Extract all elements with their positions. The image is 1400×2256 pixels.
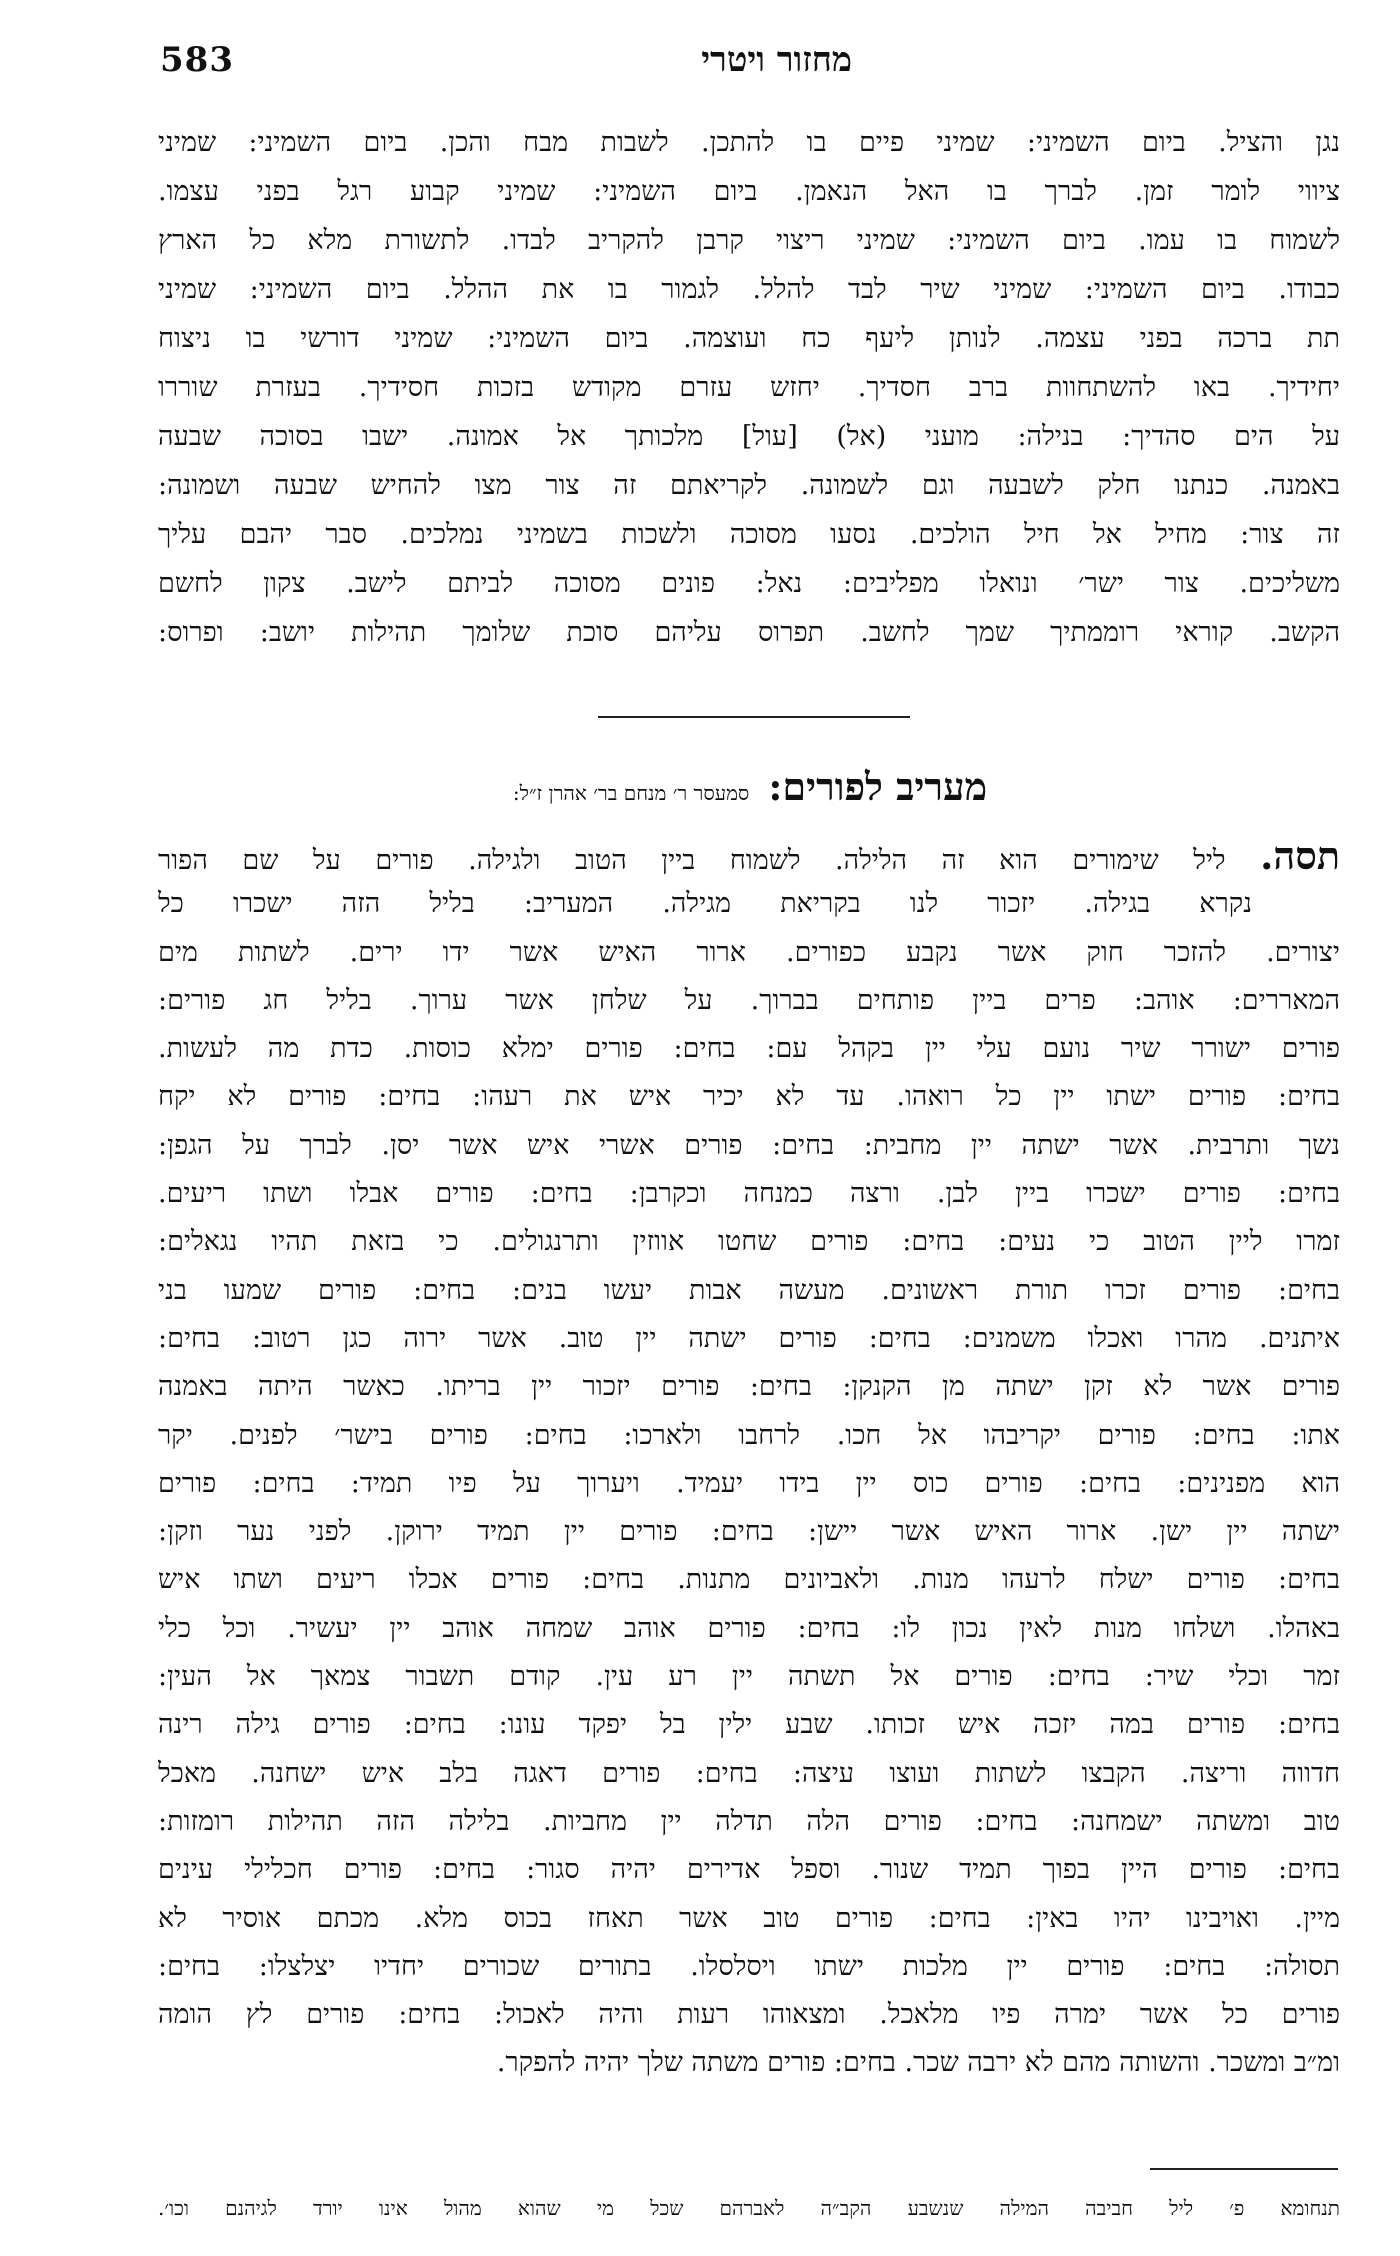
text-line: בחים: פורים במה יזכה איש זכותו. שבע ילין בל יפקד עונו: בחים: פורים גילה רינה: [158, 1709, 1340, 1741]
text-line: בחים: פורים ישכרו ביין לבן. ורצה כמנחה וכקרבן: בחים: פורים אבלו ושתו ריעים.: [158, 1178, 1340, 1210]
text-line: בחים: פורים ישלח לרעהו מנות. ולאביונים מתנות. בחים: פורים אכלו ריעים ושתו איש: [158, 1564, 1340, 1596]
text-line: הקשב. קוראי רוממתיך שמך לחשב. תפרוס עליהם סוכת שלומך תהילות יושב: ופרוס:: [158, 617, 1340, 648]
text-line: נגן והציל. ביום השמיני: שמיני פיים בו להתכן. לשבות מבח והכן. ביום השמיני: שמיני: [158, 127, 1340, 158]
text-line: יצורים. להזכר חוק אשר נקבע כפורים. ארור האיש אשר ידו ירים. לשתות מים: [158, 936, 1340, 968]
text-line: על הים סהדיך: בנילה: מועני (אל) [עול] מלכותך אל אמונה. ישבו בסוכה שבעה: [158, 421, 1340, 452]
text-line: הוא מפנינים: בחים: פורים כוס יין בידו יעמיד. ויערוך על פיו תמיד: בחים: פורים: [158, 1467, 1340, 1499]
text-line: [158, 832, 1340, 880]
text-line: בחים: פורים היין בפוך תמיד שנור. וספל אדירים יהיה סגור: בחים: פורים חכלילי עינים: [158, 1854, 1340, 1886]
section-author: סמעסר ר׳ מנחם בר׳ אהרן ז״ל:: [512, 781, 750, 805]
text-line: זמר וכלי שיר: בחים: פורים אל תשתה יין רע עין. קודם תשבור צמאך אל העין:: [158, 1661, 1340, 1693]
text-line: משליכים. צור ישר׳ ונואלו מפליבים: נאל: פונים מסוכה לביתם לישב. צקון לחשם: [158, 568, 1340, 599]
section-title: מעריב לפורים:: [768, 764, 988, 809]
text-line: תסולה: בחים: פורים יין מלכות ישתו ויסלסלו. בתורים שכורים יחדיו יצלצלו: בחים:: [158, 1950, 1340, 1982]
text-line: ומ״ב ומשכר. והשותה מהם לא ירבה שכר. בחים: פורים משתה שלך יהיה להפקר.: [496, 2047, 1340, 2079]
main-text-block: [158, 832, 1340, 2088]
footnote: תנחומא פ׳ ליל חביבה המילה שנשבע הקב״ה לאברהם שכל מי שהוא מהול אינו יורד לגיהנם וכו׳.: [158, 2196, 1340, 2220]
text-line: יחידיך. באו להשתחוות ברב חסדיך. יחזש עזרם מקודש בזכות חסידיך. בעזרת שוררו: [158, 372, 1340, 403]
text-line: זמרו ליין הטוב כי נעים: בחים: פורים שחטו אווזין ותרנגולים. כי בזאת תהיו נגאלים:: [158, 1226, 1340, 1258]
text-line: אתו: בחים: פורים יקריבהו אל חכו. לרחבו ולארכו: בחים: פורים בישר׳ לפנים. יקר: [158, 1419, 1340, 1451]
page-number: 583: [160, 40, 234, 80]
opening-word: תסה.: [1260, 833, 1340, 878]
text-line: בחים: פורים ישתו יין כל רואהו. עד לא יכיר איש את רעהו: בחים: פורים לא יקח: [158, 1081, 1340, 1113]
text-line: איתנים. מהרו ואכלו משמנים: בחים: פורים ישתה יין טוב. אשר ירוה כגן רטוב: בחים:: [158, 1322, 1340, 1354]
top-text-block: [158, 118, 1340, 657]
text-line: ישתה יין ישן. ארור האיש אשר יישן: בחים: פורים יין תמיד ירוקן. לפני נער וזקן:: [158, 1516, 1340, 1548]
text-line-content: ליל שימורים הוא זה הלילה. לשמוח ביין הטוב ולגילה. פורים על שם הפור: [158, 845, 1226, 876]
text-line: כבודו. ביום השמיני: שמיני שיר לבד להלל. לגמור בו את ההלל. ביום השמיני: שמיני: [158, 274, 1340, 305]
text-line: חדווה וריצה. הקבצו לשתות ועוצו עיצה: בחים: פורים דאגה בלב איש ישחנה. מאכל: [158, 1757, 1340, 1789]
footnote-divider: [1150, 2168, 1338, 2170]
text-line: ציווי לומר זמן. לברך בו האל הנאמן. ביום השמיני: שמיני קבוע רגל בפני עצמו.: [158, 176, 1340, 207]
text-line: המאררים: אוהב: פרים ביין פותחים בברוך. על שלחן אשר ערוך. בליל חג פורים:: [158, 984, 1340, 1016]
text-line: לשמוח בו עמו. ביום השמיני: שמיני ריצוי קרבן להקריב לבדו. לתשורת מלא כל הארץ: [158, 225, 1340, 256]
text-line: תת ברכה בפני עצמה. לנותן ליעף כח ועוצמה. ביום השמיני: שמיני דורשי בו ניצוח: [158, 323, 1340, 354]
text-line: מיין. ואויבינו יהיו באין: בחים: פורים טוב אשר תאחז בכוס מלא. מכתם אוסיר לא: [158, 1902, 1340, 1934]
section-divider: [598, 716, 910, 718]
text-line: זה צור: מחיל אל חיל הולכים. נסעו מסוכה ולשכות בשמיני נמלכים. סבר יהבם עליך: [158, 519, 1340, 550]
text-line: בחים: פורים זכרו תורת ראשונים. מעשה אבות יעשו בנים: בחים: פורים שמעו בני: [158, 1274, 1340, 1306]
text-line: נקרא בגילה. יזכור לנו בקריאת מגילה. המעריב: בליל הזה ישכרו כל: [158, 888, 1252, 920]
text-line: נשך ותרבית. אשר ישתה יין מחבית: בחים: פורים אשרי איש אשר יסן. לברך על הגפן:: [158, 1129, 1340, 1161]
text-line: באמנה. כנתנו חלק לשבעה וגם לשמונה. לקריאתם זה צור מצו להחיש שבעה ושמונה:: [158, 470, 1340, 501]
section-heading: [400, 764, 1100, 810]
text-line: טוב ומשתה ישמחנה: בחים: פורים הלה תדלה יין מחביות. בלילה הזה תהילות רומזות:: [158, 1805, 1340, 1837]
text-line: באהלו. ושלחו מנות לאין נכון לו: בחים: פורים אוהב שמחה אוהב יין יעשיר. וכל כלי: [158, 1612, 1340, 1644]
text-line: פורים ישורר שיר נועם עלי יין בקהל עם: בחים: פורים ימלא כוסות. כדת מה לעשות.: [158, 1033, 1340, 1065]
text-line: פורים כל אשר ימרה פיו מלאכל. ומצאוהו רעות והיה לאכול: בחים: פורים לץ הומה: [158, 1999, 1340, 2031]
running-head: מחזור ויטרי: [701, 40, 852, 80]
text-line: פורים אשר לא זקן ישתה מן הקנקן: בחים: פורים יזכור יין בריתו. כאשר היתה באמנה: [158, 1371, 1340, 1403]
